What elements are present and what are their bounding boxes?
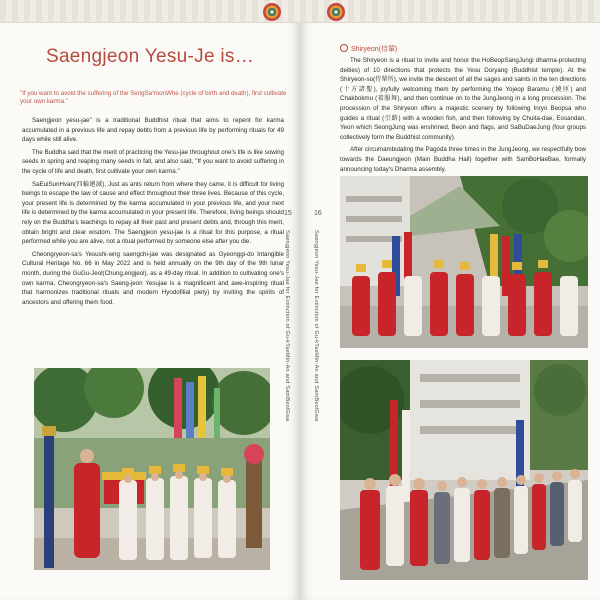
page-number: 15 <box>284 210 292 217</box>
page-title: Saengjeon Yesu-Je is… <box>45 46 255 67</box>
section-title-text: Shiryeon(侍輦) <box>351 46 398 53</box>
intro-quote: "If you want to avoid the suffering of the SengSaYoonWhe (cycle of birth and death), first cultivate your own karma." <box>20 90 287 105</box>
procession-photo-top <box>340 176 588 348</box>
running-title: Saengjeon Yesu-Jae for Extinction of Gu-kTaeMin-An and SamBeolGwa <box>284 230 290 422</box>
paragraph: The Buddha said that the merit of practicing the Yesu-jae throughout one's life is like sowing seeds in spring and reaping many seeds in fall, and also said, "If you want to avoid suffering in the cycle of life and death, first cultivate your own karma." <box>22 148 284 175</box>
left-body-text <box>22 116 284 310</box>
procession-photo-bottom <box>340 360 588 580</box>
paragraph: The Shiryeon is a ritual to invite and honor the HoBeopSangJungi dharma-protecting deities) of 10 directions that protects the Yesu Doryang (Buddhist temple). At the Shiryeon-so(侍輦所), we invite the descent of all the sages and saints in the ten directions (十方諸聖), joyfully welcoming them by performing the Yojeop Baramu (繞匝) and Chakbokmu (着服舞), and then continue on to the JungJeong in a long procession. The procession of the Shiryeon offers a majestic scenery by following Inryo Beopsa who guides a ritual (引路) with a wooden fish, and then following by Chuita-dae, Eosandan, Yeon which SeongJung was enshrined, Beon and flags, and SaBuDaeJung (four groups collectively form the Buddhist community). <box>340 57 586 141</box>
right-page <box>300 0 600 600</box>
decorative-header-band <box>0 0 300 23</box>
section-title <box>340 44 397 54</box>
lotus-emblem-icon <box>326 2 346 22</box>
lotus-emblem-icon <box>262 2 282 22</box>
right-body-text <box>340 56 586 177</box>
paragraph: Cheongryeon-sa's Yesushi-wng saengchi-jae was designated as Gyeonggi-do Intangible Cultural Heritage No. 66 in May 2022 and is held annually on the 9th day of the 9th lunar month, during the GuGu-Jeol(Chung,engjeol), as a 49-day ritual. In addition to cultivating one's own karma, Cheongryeon-sa's Saeng-jeon Yesujae is a magnificent and awe-inspiring ritual that harmonizes traditional rituals and modern Hyodofilial piety) by inviting the spirits of ancestors and offering them food. <box>22 250 284 306</box>
circle-bullet-icon <box>340 44 348 52</box>
paragraph: After circumambulating the Pagoda three times in the JungJeong, we respectfully bow towards the Daeungjeon (Main Buddha Hall) together with SamBoHaeBae, formally announcing today's Dharma assembly. <box>340 146 586 173</box>
running-title: Saengjeon Yesu-Jae for Extinction of Gu-kTaeMin-An and SamBeolGwa <box>313 230 319 422</box>
paragraph: Saengjeon yesu-jae" is a traditional Buddhist ritual that aims to repent for karma accumulated in a previous life and repay debts from a previous life by performing rituals for 49 days while still alive. <box>22 117 284 144</box>
paragraph: SaEulSunHvan(四輪廻滅), Just as ants return from where they came, it is difficult for living beings to escape the law of cause and effect throughout their three lives. Because of this cycle, your present life is determined by the karma accumulated in your previous life, and your next life is determined by the karma accumulated in your present life. Therefore, living beings should rely on the Buddha's teachings to repay all their past and present debts and, through this merit, obtain bright and clear wisdom. The Saengjeon yesu-jae is a ritual for this purpose, a ritual performed while you are alive, not a ritual performed by someone else after you die. <box>22 180 284 246</box>
ceremony-photo-left <box>34 368 270 570</box>
page-number: 16 <box>314 210 322 217</box>
